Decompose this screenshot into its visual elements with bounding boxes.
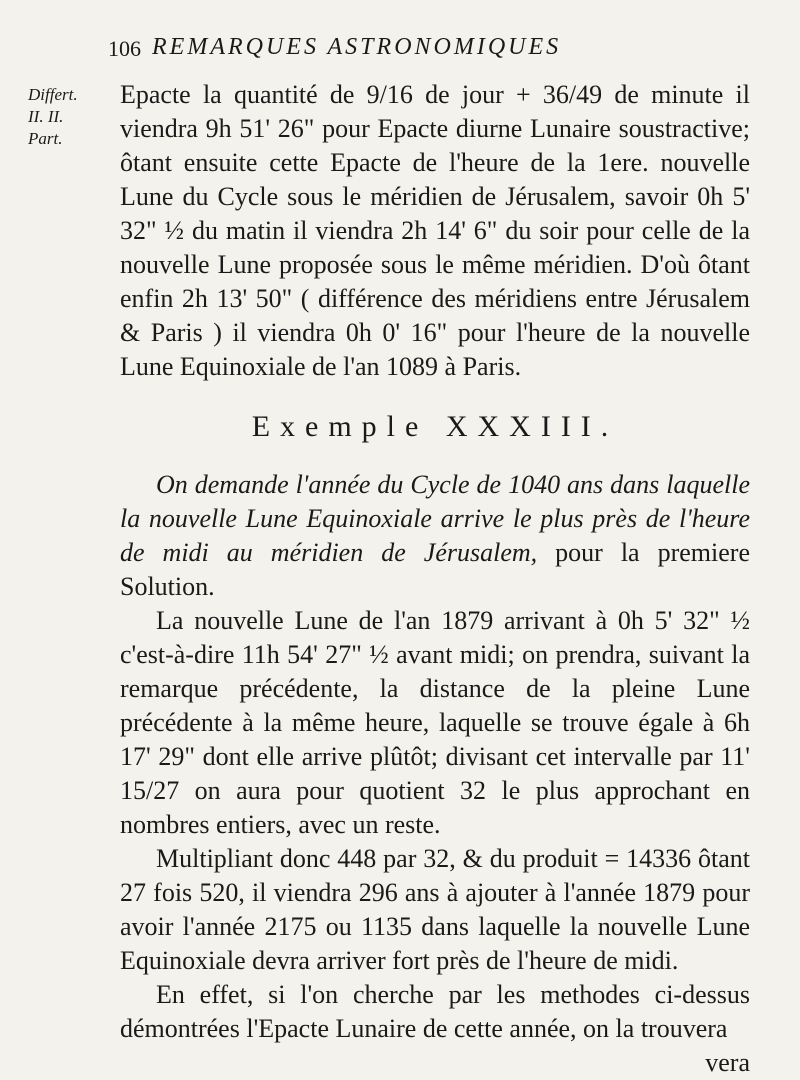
running-head: REMARQUES ASTRONOMIQUES xyxy=(152,34,562,60)
margin-note: Differt. II. II. Part. xyxy=(28,85,78,148)
paragraph-new-moon: La nouvelle Lune de l'an 1879 arrivant à 0h 5' 32" ½ c'est-à-dire 11h 54' 27" ½ avant midi; on prendra, suivant la remarque précédente, la distance de la pleine Lune précédente à la même heure, laquelle se trouve égale à 6h 17' 29" dont elle arrive plûtôt; divisant cet intervalle par 11' 15/27 on aura pour quotient 32 le plus approchant en nombres entiers, avec un reste. xyxy=(120,606,750,839)
paragraph-epacte: Epacte la quantité de 9/16 de jour + 36/49 de minute il viendra 9h 51' 26" pour Epacte diurne Lunaire soustractive; ôtant ensuite cette Epacte de l'heure de la 1ere. nouvelle Lune du Cycle sous le méridien de Jérusalem, savoir 0h 5' 32" ½ du matin il viendra 2h 14' 6" du soir pour celle de la nouvelle Lune proposée sous le même méridien. D'où ôtant enfin 2h 13' 50" ( différence des méridiens entre Jérusalem & Paris ) il viendra 0h 0' 16" pour l'heure de la nouvelle Lune Equinoxiale de l'an 1089 à Paris. xyxy=(120,80,750,381)
paragraph-multiply: Multipliant donc 448 par 32, & du produit = 14336 ôtant 27 fois 520, il viendra 296 ans à ajouter à l'année 1879 pour avoir l'année 2175 ou 1135 dans laquelle la nouvelle Lune Equinoxiale devra arriver fort près de l'heure de midi. xyxy=(120,844,750,975)
example-heading: Exemple XXXIII. xyxy=(251,410,619,443)
body-text xyxy=(120,78,750,1080)
page-header xyxy=(108,30,748,70)
question-rest: pour la premiere Solution. xyxy=(120,538,750,601)
question-italic: On demande l'année du Cycle de 1040 ans dans laquelle la nouvelle Lune Equinoxiale arrive le plus près de l'heure de midi au méridien de Jérusalem, xyxy=(120,470,750,567)
question-paragraph xyxy=(120,468,750,604)
paragraph-en-effet: En effet, si l'on cherche par les methodes ci-dessus démontrées l'Epacte Lunaire de cette année, on la trouvera xyxy=(120,980,750,1043)
catchword: vera xyxy=(705,1048,750,1077)
page-number: 106 xyxy=(108,36,141,61)
